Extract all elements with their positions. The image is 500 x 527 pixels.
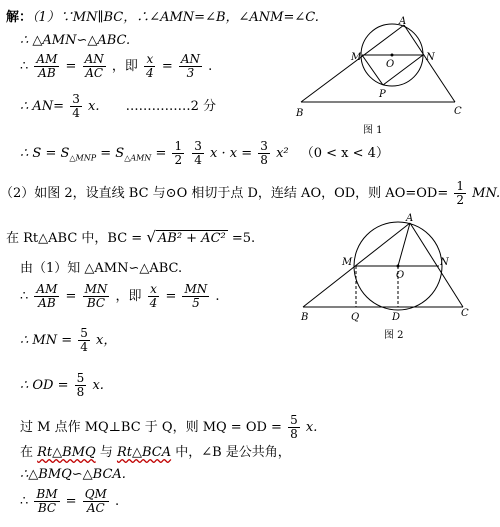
equals: =	[65, 289, 77, 304]
p2-l8-mid: 与	[95, 445, 117, 460]
p2-l1-text: （2）如图 2，设直线 BC 与⊙O 相切于点 D，连结 AO，OD，则 AO=OD=	[0, 186, 449, 201]
fraction	[148, 283, 160, 310]
p2-l2-end: =5.	[227, 231, 256, 246]
solution-label: 解：	[6, 10, 33, 25]
numerator: x	[146, 52, 154, 66]
score-note: ……………2 分	[125, 99, 216, 114]
equals: =	[65, 494, 77, 509]
p1-l2-text: ∴ △AMN∽△ABC.	[20, 33, 131, 48]
fig1-label-m: M	[351, 52, 362, 63]
fig2-label-q: Q	[351, 312, 360, 323]
numerator: 5	[76, 371, 85, 385]
sqrt-content: AB² + AC²	[157, 231, 226, 246]
fig1-label-c: C	[454, 106, 462, 117]
denominator: 4	[80, 340, 88, 354]
p2-l7-text: 过 M 点作 MQ⊥BC 于 Q，则 MQ = OD =	[20, 420, 282, 435]
fig2-side-ac	[410, 223, 463, 307]
equals: =	[151, 146, 167, 161]
fraction	[179, 53, 202, 80]
numerator: 3	[72, 92, 80, 106]
domain-range: （0 < x < 4）	[300, 146, 389, 161]
p2-l4-lead: ∴	[20, 289, 29, 304]
p1-l4-x: x.	[87, 99, 100, 114]
numerator: BM	[36, 487, 58, 501]
denominator: 2	[456, 193, 465, 207]
fraction	[83, 53, 106, 80]
denominator: AC	[85, 66, 104, 80]
p1-l3-mid: ，即	[111, 59, 138, 74]
denominator: 8	[76, 385, 85, 399]
p2-l6-end: x.	[92, 378, 104, 393]
equals: =	[65, 59, 77, 74]
fig2-label-n: N	[440, 257, 449, 268]
denominator: 4	[194, 153, 202, 167]
p1-l1-text: （1）∵MN∥BC，∴∠AMN=∠B，∠ANM=∠C.	[32, 10, 319, 25]
subscript: △MNP	[69, 153, 97, 163]
fraction	[75, 372, 87, 399]
period: .	[114, 494, 120, 509]
numerator: 5	[290, 413, 298, 427]
numerator: QM	[84, 487, 107, 501]
p2-l9-text: ∴△BMQ∽△BCA.	[20, 467, 126, 482]
p2-l10-lead: ∴	[20, 494, 29, 509]
numerator: AN	[84, 52, 104, 66]
p2-line5	[20, 327, 116, 354]
denominator: 4	[146, 66, 154, 80]
fig2-center-dot	[397, 265, 400, 268]
p2-l2-text: 在 Rt△ABC 中，BC =	[6, 231, 147, 246]
fraction	[192, 140, 204, 167]
fraction	[34, 53, 59, 80]
p2-line1	[0, 180, 500, 207]
p1-l5-mid: x · x =	[210, 146, 253, 161]
equals: =	[165, 289, 177, 304]
p2-l1-end: MN.	[472, 186, 500, 201]
fig1-center-dot	[391, 54, 394, 57]
fraction	[83, 283, 110, 310]
fraction	[70, 93, 82, 120]
fig2-label-d: D	[392, 312, 401, 323]
denominator: BC	[37, 501, 57, 515]
period: .	[215, 289, 220, 304]
p2-line7	[20, 414, 317, 441]
p2-l4-mid: ，即	[115, 289, 142, 304]
p1-line1	[6, 10, 319, 26]
period: .	[208, 59, 213, 74]
p2-line9	[20, 467, 126, 483]
numerator: 5	[80, 326, 88, 340]
fraction	[144, 53, 156, 80]
p2-line6	[20, 372, 104, 399]
numerator: 3	[194, 139, 202, 153]
numerator: AM	[36, 52, 58, 66]
p1-line2	[20, 33, 130, 49]
numerator: MN	[84, 282, 108, 296]
denominator: 5	[192, 296, 200, 310]
numerator: 1	[174, 139, 183, 153]
fig2-label-c: C	[461, 308, 469, 319]
fig2-label-a: A	[406, 213, 414, 224]
fraction	[78, 327, 90, 354]
fig2-label-b: B	[301, 312, 309, 323]
fig2-label-m: M	[342, 257, 353, 268]
p1-l5-x2: x²	[276, 146, 289, 161]
p2-line2	[6, 229, 255, 247]
numerator: AN	[180, 52, 201, 66]
fraction	[172, 140, 184, 167]
rt-triangle-bmq: Rt△BMQ	[37, 445, 96, 460]
denominator: 2	[174, 153, 183, 167]
p1-line5	[20, 140, 389, 167]
fig1-label-p: P	[379, 89, 386, 100]
p1-l5-lead: ∴ S = S	[20, 146, 70, 161]
denominator: AB	[38, 296, 56, 310]
fig2-side-ab	[303, 223, 410, 307]
p2-l7-end: x.	[305, 420, 318, 435]
p2-l6-lead: ∴ OD =	[20, 378, 69, 393]
p1-line3	[20, 53, 212, 80]
p2-line10	[20, 488, 119, 515]
fig2-segment-ao	[398, 223, 410, 266]
denominator: AB	[38, 66, 56, 80]
p1-l5-eq: = S	[96, 146, 125, 161]
p2-l5-lead: ∴ MN =	[20, 333, 73, 348]
denominator: BC	[86, 296, 106, 310]
fraction	[34, 488, 59, 515]
p2-line8	[20, 445, 291, 461]
p1-l4-lead: ∴ AN=	[20, 99, 65, 114]
fraction	[258, 140, 270, 167]
p2-line4	[20, 283, 220, 310]
fraction	[182, 283, 209, 310]
numerator: x	[150, 282, 157, 296]
fig1-label-n: N	[426, 52, 435, 63]
fraction	[34, 283, 59, 310]
p1-l3-therefore: ∴	[20, 59, 29, 74]
fraction	[454, 180, 466, 207]
p2-l5-end: x，	[96, 333, 117, 348]
p2-line3	[20, 261, 182, 277]
fraction	[83, 488, 109, 515]
figure-2	[298, 212, 478, 347]
numerator: 1	[456, 179, 465, 193]
denominator: 8	[260, 153, 268, 167]
figure-1	[295, 15, 475, 140]
fig2-label-o: O	[396, 270, 405, 281]
denominator: AC	[86, 501, 105, 515]
fraction	[288, 414, 300, 441]
p1-line4	[20, 93, 216, 120]
fig2-caption: 图 2	[384, 330, 404, 341]
p2-l3-text: 由（1）知 △AMN∽△ABC.	[20, 261, 183, 276]
p2-l8-end: 中，∠B 是公共角，	[171, 445, 291, 460]
sqrt-sign: √	[146, 228, 156, 246]
p2-l8-a: 在	[20, 445, 38, 460]
equals: =	[161, 59, 173, 74]
fig1-label-o: O	[386, 59, 395, 70]
numerator: AM	[36, 282, 58, 296]
denominator: 8	[290, 427, 298, 441]
fig1-label-b: B	[296, 108, 304, 119]
denominator: 3	[186, 66, 195, 80]
numerator: 3	[260, 139, 268, 153]
fig1-caption: 图 1	[363, 125, 383, 136]
denominator: 4	[72, 106, 80, 120]
rt-triangle-bca: Rt△BCA	[116, 445, 172, 460]
fig1-label-a: A	[399, 16, 407, 27]
numerator: MN	[184, 282, 208, 296]
subscript: △AMN	[124, 153, 152, 163]
denominator: 4	[149, 296, 158, 310]
